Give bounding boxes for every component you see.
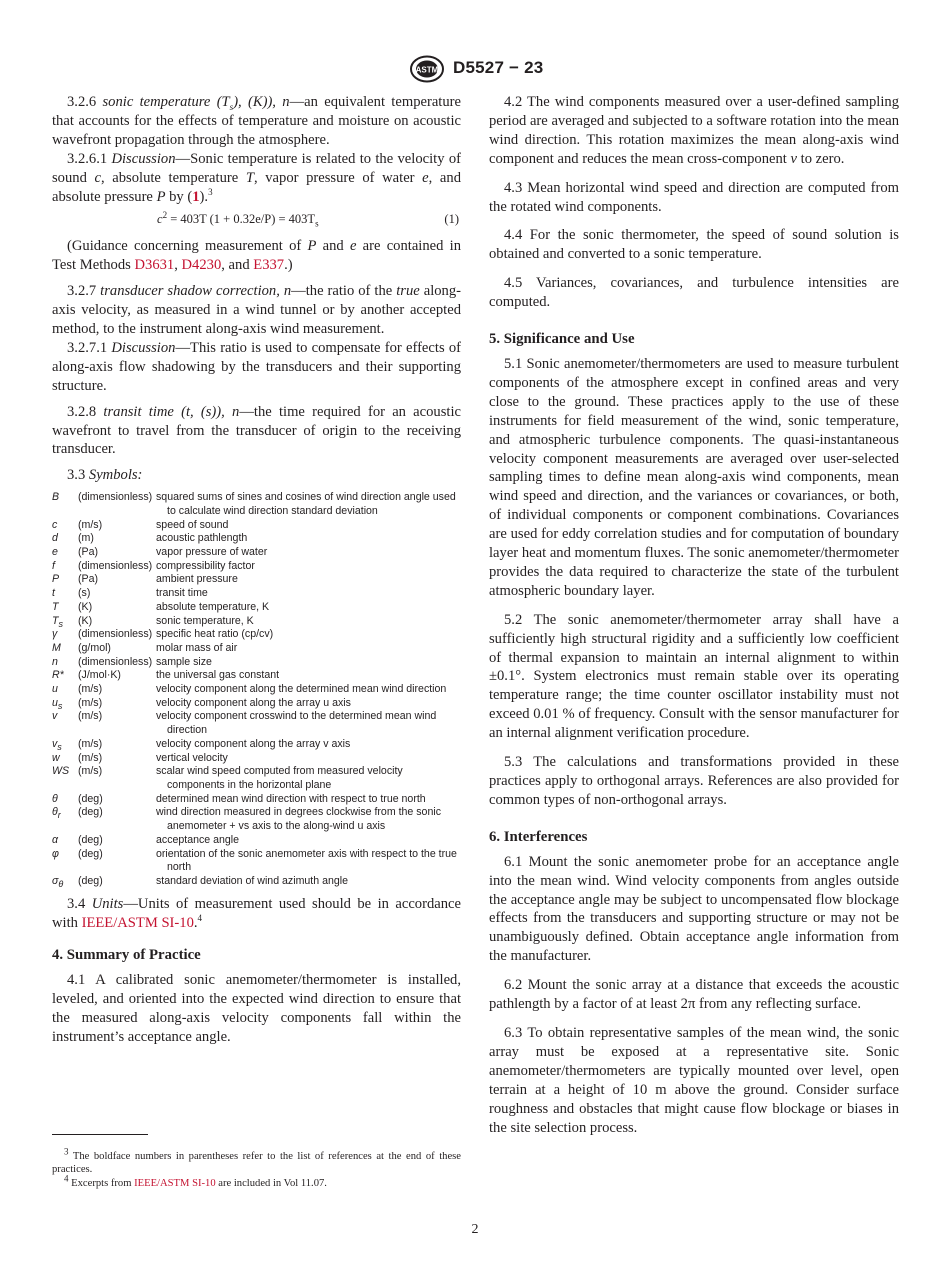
symbol: R* [52, 669, 64, 682]
symbol-row [52, 738, 461, 752]
equation-number: (1) [444, 212, 459, 227]
guidance-paragraph: (Guidance concerning measurement of P and e are contained in Test Methods D3631, D4230, and E337.) [52, 238, 461, 274]
paragraph-4-2: 4.2 The wind components measured over a user-defined sampling period are averaged and subjected to a software rotation into the mean wind direction. This rotation maximizes the mean along-axis wind component and reduces the mean cross-component v to zero. [489, 94, 899, 167]
symbol-unit: (dimensionless) [78, 491, 153, 504]
link-ieee-astm-si-10[interactable]: IEEE/ASTM SI-10 [81, 914, 194, 931]
symbol-description: determined mean wind direction with respect to true north [156, 792, 426, 805]
symbol-unit: (K) [78, 614, 93, 627]
section-3-3: 3.3 Symbols: [67, 467, 143, 484]
symbol-unit: (s) [78, 587, 91, 600]
symbol-description: standard deviation of wind azimuth angle [156, 874, 348, 887]
symbol-row [52, 793, 461, 807]
symbol-description: transit time [156, 587, 208, 600]
paragraph-4-3: 4.3 Mean horizontal wind speed and direction are computed from the rotated wind components. [489, 179, 899, 215]
symbol-description: scalar wind speed computed from measured velocity components in the horizontal plane [156, 765, 403, 791]
symbol-description: compressibility factor [156, 559, 255, 572]
symbol-unit: (dimensionless) [78, 655, 153, 668]
symbol: f [52, 559, 55, 572]
symbol: n [52, 655, 58, 668]
symbol: u [52, 683, 58, 696]
symbol: M [52, 641, 61, 654]
symbol-row [52, 615, 461, 629]
symbol-row [52, 875, 461, 889]
paragraph-5-3: 5.3 The calculations and transformations provided in these practices apply to orthogonal arrays. References are also provided for common types of non-orthogonal arrays. [489, 754, 899, 808]
symbols-table [52, 491, 461, 888]
section-3-2-8: 3.2.8 transit time (t, (s)), n—the time required for an acoustic wavefront to travel from the transducer of origin to the receiving transducer. [52, 403, 461, 458]
symbol-unit: (deg) [78, 792, 103, 805]
symbol-description: velocity component along the array v axis [156, 737, 351, 750]
symbol: θ [52, 792, 58, 805]
symbol-row [52, 669, 461, 683]
symbol-row [52, 491, 461, 518]
link-d4230[interactable]: D4230 [181, 257, 222, 274]
left-column [52, 93, 461, 1047]
paragraph-5-1: 5.1 Sonic anemometer/thermometers are used to measure turbulent components of the atmosphere except in confined areas and very close to the ground. These practices apply to the use of these instruments for field measurement of the wind, sonic temperature, and atmospheric turbulence components. The quasi-instantaneous velocity component measurements are averaged over user-selected sampling times to define mean along-axis wind components, mean wind speed and direction, and the variances or covariances, or both, of individual components or component combinations. Covariances are used for eddy correlation studies and for computation of boundary layer heat and momentum fluxes. The sonic anemometer/thermometer provides the data required to characterize the state of the turbulent atmospheric boundary layer. [489, 355, 899, 599]
symbol-unit: (deg) [78, 874, 103, 887]
link-e337[interactable]: E337 [253, 257, 285, 274]
symbol-unit: (J/mol·K) [78, 669, 121, 682]
symbol: t [52, 587, 55, 600]
section-5-heading: 5. Significance and Use [489, 331, 635, 348]
symbol-row [52, 546, 461, 560]
equation-1: $c^2 = 403T$ $(1 + 0.32e/P) = 403T_s$ (1) [157, 210, 459, 229]
paragraph-4-5: 4.5 Variances, covariances, and turbulence intensities are computed. [489, 275, 899, 311]
reference-link[interactable]: 1 [192, 188, 200, 205]
symbol-description: absolute temperature, K [156, 600, 270, 613]
paragraph-6-3: 6.3 To obtain representative samples of the mean wind, the sonic array must be exposed at a representative site. Sonic anemometer/thermometers are typically mounted over level, open terrain at a height of 10 m above the ground. Consider surface roughness and obstacles that might cause flow blockage or biases in the site selection process. [489, 1024, 899, 1136]
paragraph-6-2: 6.2 Mount the sonic array at a distance that exceeds the acoustic pathlength by a factor of at least 2π from any reflecting surface. [489, 977, 899, 1013]
footnote-rule [52, 1134, 148, 1135]
symbol-unit: (deg) [78, 833, 103, 846]
right-column [489, 93, 899, 1137]
symbol-unit: (m/s) [78, 683, 103, 696]
symbol-row [52, 601, 461, 615]
section-4-heading: 4. Summary of Practice [52, 947, 201, 964]
symbol-row [52, 642, 461, 656]
symbol: w [52, 751, 60, 764]
symbol-row [52, 560, 461, 574]
symbol-description: orientation of the sonic anemometer axis with respect to the true north [156, 847, 457, 874]
section-3-4: 3.4 Units—Units of measurement used should be in accordance with IEEE/ASTM SI-10.$^4$ [52, 895, 461, 931]
link-ieee-astm-si-10-footnote[interactable]: IEEE/ASTM SI-10 [134, 1177, 216, 1189]
symbol-description: velocity component along the array u axis [156, 696, 351, 709]
symbol-unit: (m/s) [78, 751, 103, 764]
footnotes [52, 1146, 461, 1190]
symbol-description: the universal gas constant [156, 669, 280, 682]
paragraph-5-2: 5.2 The sonic anemometer/thermometer array shall have a sufficiently high structural rigidity and a sufficiently low coefficient of thermal expansion to maintain an internal alignment to within ±0.1°. System electronics must remain stable over its operating temperature range; the time counter oscillator instability must not exceed 0.01 % of frequency. Consult with the sensor manufacturer for an internal alignment verification procedure. [489, 611, 899, 742]
symbol: α [52, 833, 59, 846]
symbol-row [52, 683, 461, 697]
footnote-4: $^4$ Excerpts from IEEE/ASTM SI-10 are included in Vol 11.07. [64, 1173, 327, 1189]
paragraph-6-1: 6.1 Mount the sonic anemometer probe for an acceptance angle into the mean wind. Wind velocity components from angles outside the acceptance angle may be subject to uncompensated flow blockage effects from the transducers and supporting structure or may not be unambiguously defined. Obtain acceptance angle information from the manufacturer. [489, 853, 899, 965]
symbol-unit: (m/s) [78, 696, 103, 709]
symbol-row [52, 532, 461, 546]
symbol-unit: (dimensionless) [78, 559, 153, 572]
astm-logo-icon [409, 55, 445, 83]
page-number: 2 [471, 1222, 479, 1237]
symbol-unit: (m) [78, 532, 94, 545]
link-d3631[interactable]: D3631 [134, 257, 175, 274]
symbol-unit: (m/s) [78, 737, 103, 750]
symbol: c [52, 518, 58, 531]
symbol-description: acoustic pathlength [156, 532, 248, 545]
symbol: γ [52, 628, 58, 641]
symbol: WS [52, 765, 70, 778]
section-3-2-7: 3.2.7 transducer shadow correction, n—the ratio of the true along-axis velocity, as measured in a wind tunnel or by another accepted method, to the instrument along-axis wind measurement. [52, 283, 461, 337]
symbol-row [52, 710, 461, 737]
symbol: $\sigma_\theta$ [52, 874, 64, 890]
symbol-row [52, 656, 461, 670]
svg-text:ASTM: ASTM [415, 65, 439, 75]
symbol-unit: (m/s) [78, 710, 103, 723]
symbol: B [52, 491, 60, 504]
standard-designation: D5527 − 23 [453, 58, 544, 77]
symbol: d [52, 532, 58, 545]
symbol-row [52, 806, 461, 833]
symbol-row [52, 765, 461, 792]
symbol-description: squared sums of sines and cosines of wind direction angle used to calculate wind direction standard deviation [156, 491, 456, 517]
symbol: v [52, 710, 58, 723]
symbol-row [52, 628, 461, 642]
symbol: $v_s$ [52, 737, 62, 752]
symbol-unit: (g/mol) [78, 641, 111, 654]
symbol-description: specific heat ratio (cp/cv) [156, 628, 274, 641]
symbol-row [52, 834, 461, 848]
paragraph-4-4: 4.4 For the sonic thermometer, the speed of sound solution is obtained and converted to a sonic temperature. [489, 227, 899, 263]
footnote-mark[interactable]: 4 [197, 912, 203, 923]
symbol-unit: (Pa) [78, 573, 99, 586]
symbol-unit: (Pa) [78, 546, 99, 559]
symbol-description: velocity component crosswind to the determined mean wind direction [156, 710, 437, 737]
footnote-mark[interactable]: 3 [208, 186, 213, 197]
symbol-unit: (dimensionless) [78, 628, 153, 641]
symbol-description: vapor pressure of water [156, 546, 268, 559]
symbol-description: sonic temperature, K [156, 614, 254, 627]
paragraph-4-1: 4.1 A calibrated sonic anemometer/thermometer is installed, leveled, and oriented into the expected wind direction to ensure that the measured along-axis velocity components fall within the instrument’s acceptance angle. [52, 972, 461, 1046]
symbol-unit: (m/s) [78, 518, 103, 531]
symbol-unit: (K) [78, 600, 93, 613]
symbol-unit: (deg) [78, 806, 103, 819]
section-3-2-7-1: 3.2.7.1 Discussion—This ratio is used to compensate for effects of along-axis flow shadowing by the transducers and their supporting structure. [52, 339, 461, 394]
symbol-description: velocity component along the determined mean wind direction [156, 683, 447, 696]
symbol: e [52, 546, 58, 559]
symbol-row [52, 752, 461, 766]
symbol-description: ambient pressure [156, 573, 238, 586]
footnote-3: $^3$ The boldface numbers in parentheses refer to the list of references at the end of these practices. [52, 1146, 461, 1176]
symbol-description: sample size [156, 655, 212, 668]
page-header [0, 55, 950, 85]
section-3-2-6: 3.2.6 sonic temperature $(T_s)$, (K)), n—an equivalent temperature that accounts for the effects of temperature and moisture on acoustic wavefront propagation through the atmosphere. [52, 94, 461, 148]
symbol: $\theta_r$ [52, 806, 61, 821]
symbol: $u_s$ [52, 696, 63, 711]
symbol: φ [52, 847, 59, 860]
symbol-description: vertical velocity [156, 751, 228, 764]
symbol-unit: (m/s) [78, 765, 103, 778]
symbol-row [52, 519, 461, 533]
symbol: T [52, 600, 59, 613]
symbol-unit: (deg) [78, 847, 103, 860]
section-3-2-6-1: 3.2.6.1 Discussion—Sonic temperature is related to the velocity of sound c, absolute temperature T, vapor pressure of water e, and absolute pressure P by (1).$^3$ [52, 150, 462, 205]
symbol-row [52, 587, 461, 601]
symbol: $T_s$ [52, 614, 63, 629]
symbol-description: speed of sound [156, 518, 229, 531]
symbol-row [52, 573, 461, 587]
symbol-description: acceptance angle [156, 833, 240, 846]
symbol-description: molar mass of air [156, 641, 238, 654]
symbol-row [52, 697, 461, 711]
symbol: P [52, 573, 60, 586]
symbol-description: wind direction measured in degrees clockwise from the sonic anemometer + vs axis to the along-wind u axis [156, 806, 441, 833]
symbol-row [52, 848, 461, 875]
section-6-heading: 6. Interferences [489, 828, 588, 845]
